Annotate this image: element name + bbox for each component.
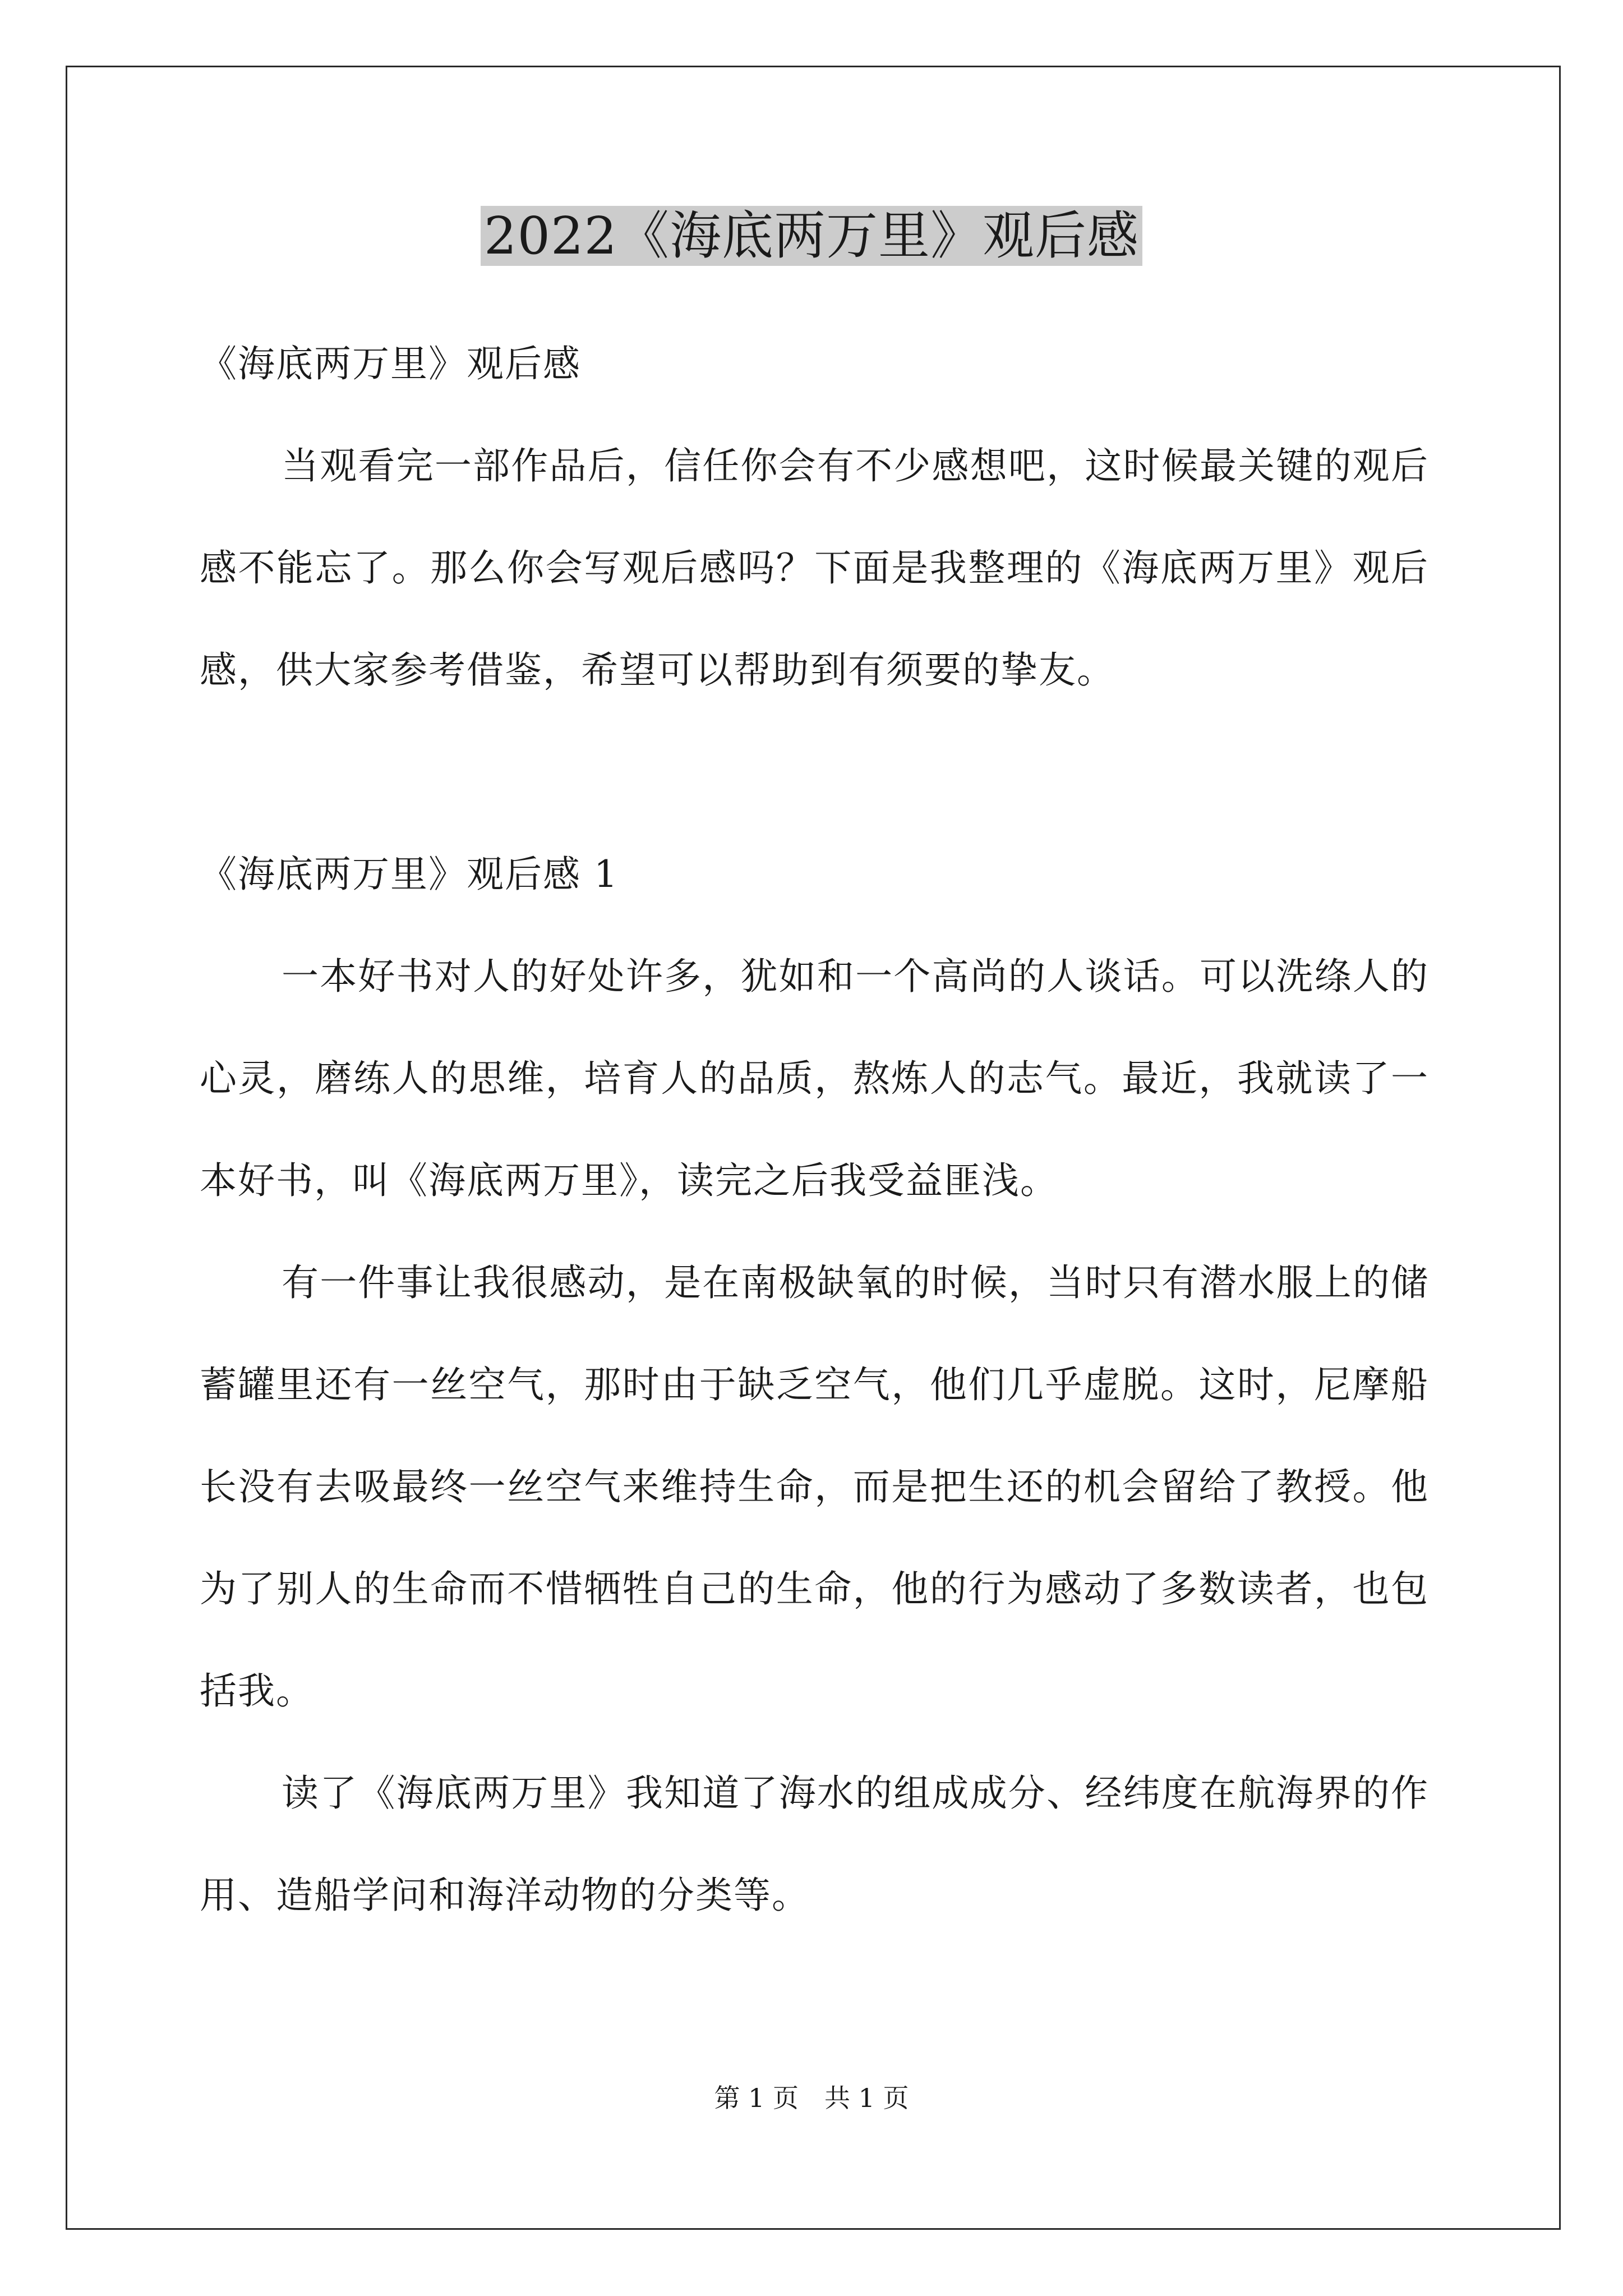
intro-heading: 《海底两万里》观后感 [200,342,581,385]
document-body [200,313,1429,1947]
document-title-text: 2022《海底两万里》观后感 [481,206,1142,266]
intro-paragraph: 当观看完一部作品后，信任你会有不少感想吧，这时候最关键的观后感不能忘了。那么你会写观后感吗？下面是我整理的《海底两万里》观后感，供大家参考借鉴，希望可以帮助到有须要的挚友。 [200,444,1429,692]
section-spacer [200,721,1429,823]
page-footer [0,2081,1623,2115]
section-1-paragraph: 读了《海底两万里》我知道了海水的组成成分、经纬度在航海界的作用、造船学问和海洋动物的分类等。 [200,1772,1429,1917]
page-total: 共 1 页 [824,2083,909,2113]
section-1-paragraph: 有一件事让我很感动，是在南极缺氧的时候，当时只有潜水服上的储蓄罐里还有一丝空气，那时由于缺乏空气，他们几乎虚脱。这时，尼摩船长没有去吸最终一丝空气来维持生命，而是把生还的机会留给了教授。他为了别人的生命而不惜牺牲自己的生命，他的行为感动了多数读者，也包括我。 [200,1261,1429,1713]
section-1-heading: 《海底两万里》观后感 1 [200,853,619,896]
document-title [0,200,1623,273]
section-1-paragraph: 一本好书对人的好处许多，犹如和一个高尚的人谈话。可以洗绦人的心灵，磨练人的思维，培育人的品质，熬炼人的志气。最近，我就读了一本好书，叫《海底两万里》，读完之后我受益匪浅。 [200,955,1429,1202]
page-number: 第 1 页 [714,2083,799,2113]
